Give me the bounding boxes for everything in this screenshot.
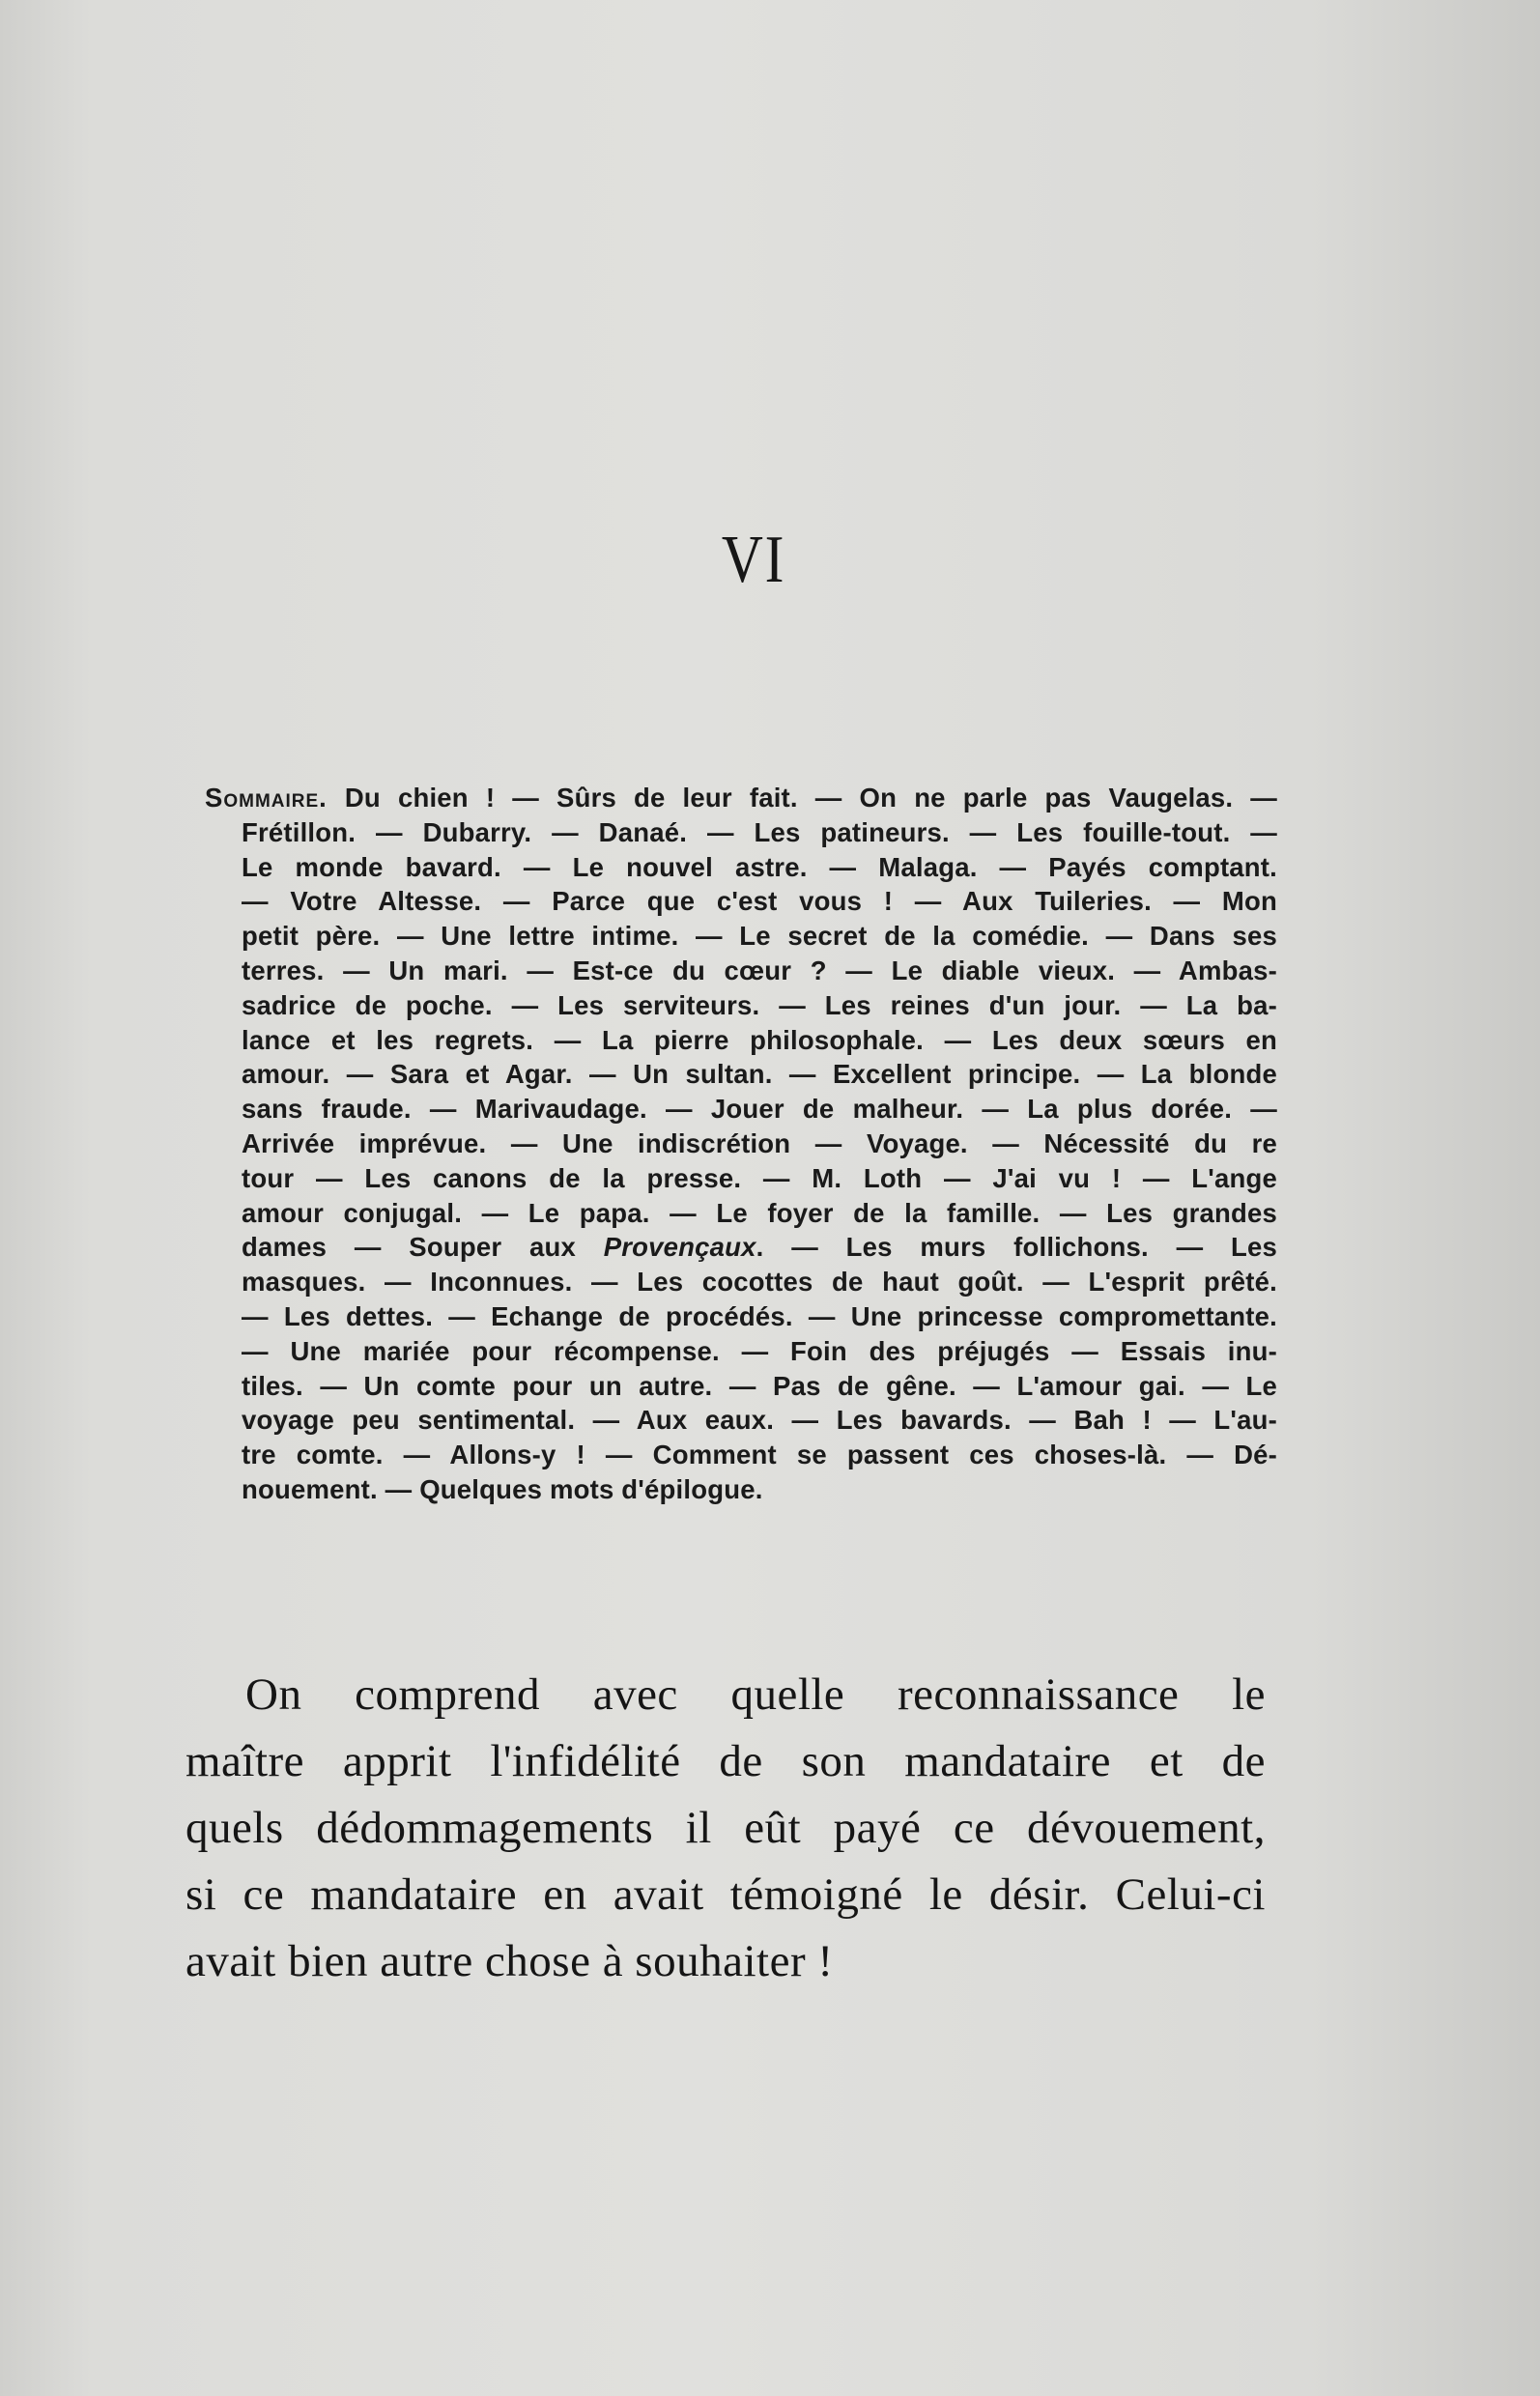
summary-line: sans fraude. — Marivaudage. — Jouer de malheur. — La plus dorée. —	[242, 1094, 1277, 1125]
body-line: quels dédommagements il eût payé ce dévouement,	[185, 1803, 1266, 1853]
summary-line: amour conjugal. — Le papa. — Le foyer de la famille. — Les grandes	[242, 1197, 1277, 1228]
body-line: On comprend avec quelle reconnaissance le	[245, 1669, 1266, 1720]
summary-line: amour. — Sara et Agar. — Un sultan. — Excellent principe. — La blonde	[242, 1059, 1277, 1090]
body-line: maître apprit l'infidélité de son mandataire et de	[185, 1736, 1266, 1786]
summary-line: Sommaire. Du chien ! — Sûrs de leur fait. — On ne parle pas Vaugelas. —	[205, 783, 1277, 813]
summary-line: masques. — Inconnues. — Les cocottes de haut goût. — L'esprit prêté.	[242, 1267, 1277, 1298]
summary-label: Sommaire.	[205, 783, 328, 813]
chapter-number: VI	[721, 523, 786, 597]
summary-line: — Une mariée pour récompense. — Foin des préjugés — Essais inu-	[242, 1335, 1277, 1366]
body-line: avait bien autre chose à souhaiter !	[185, 1936, 834, 1986]
summary-italic-word: Provençaux	[603, 1232, 756, 1263]
summary-line: lance et les regrets. — La pierre philosophale. — Les deux sœurs en	[242, 1024, 1277, 1055]
summary-line: Le monde bavard. — Le nouvel astre. — Malaga. — Payés comptant.	[242, 851, 1277, 882]
summary-line: tiles. — Un comte pour un autre. — Pas de gêne. — L'amour gai. — Le	[242, 1370, 1277, 1401]
summary-line: — Les dettes. — Echange de procédés. — Une princesse compromettante.	[242, 1300, 1277, 1331]
summary-line: nouement. — Quelques mots d'épilogue.	[242, 1473, 763, 1504]
body-paragraph	[185, 1662, 1266, 1995]
summary-line: sadrice de poche. — Les serviteurs. — Les reines d'un jour. — La ba-	[242, 989, 1277, 1020]
summary-line: Arrivée imprévue. — Une indiscrétion — Voyage. — Nécessité du re	[242, 1127, 1277, 1158]
summary-line: — Votre Altesse. — Parce que c'est vous ! — Aux Tuileries. — Mon	[242, 886, 1277, 917]
summary-line: dames — Souper aux Provençaux. — Les murs follichons. — Les	[242, 1232, 1277, 1263]
summary-line: Frétillon. — Dubarry. — Danaé. — Les patineurs. — Les fouille-tout. —	[242, 816, 1277, 847]
body-line: si ce mandataire en avait témoigné le désir. Celui-ci	[185, 1869, 1266, 1920]
summary-line: tre comte. — Allons-y ! — Comment se passent ces choses-là. — Dé-	[242, 1440, 1277, 1470]
summary-line: petit père. — Une lettre intime. — Le secret de la comédie. — Dans ses	[242, 921, 1277, 952]
summary-line: voyage peu sentimental. — Aux eaux. — Les bavards. — Bah ! — L'au-	[242, 1405, 1277, 1436]
chapter-summary	[205, 781, 1277, 1507]
summary-line: tour — Les canons de la presse. — M. Loth — J'ai vu ! — L'ange	[242, 1162, 1277, 1193]
summary-line: terres. — Un mari. — Est-ce du cœur ? — Le diable vieux. — Ambas-	[242, 955, 1277, 985]
